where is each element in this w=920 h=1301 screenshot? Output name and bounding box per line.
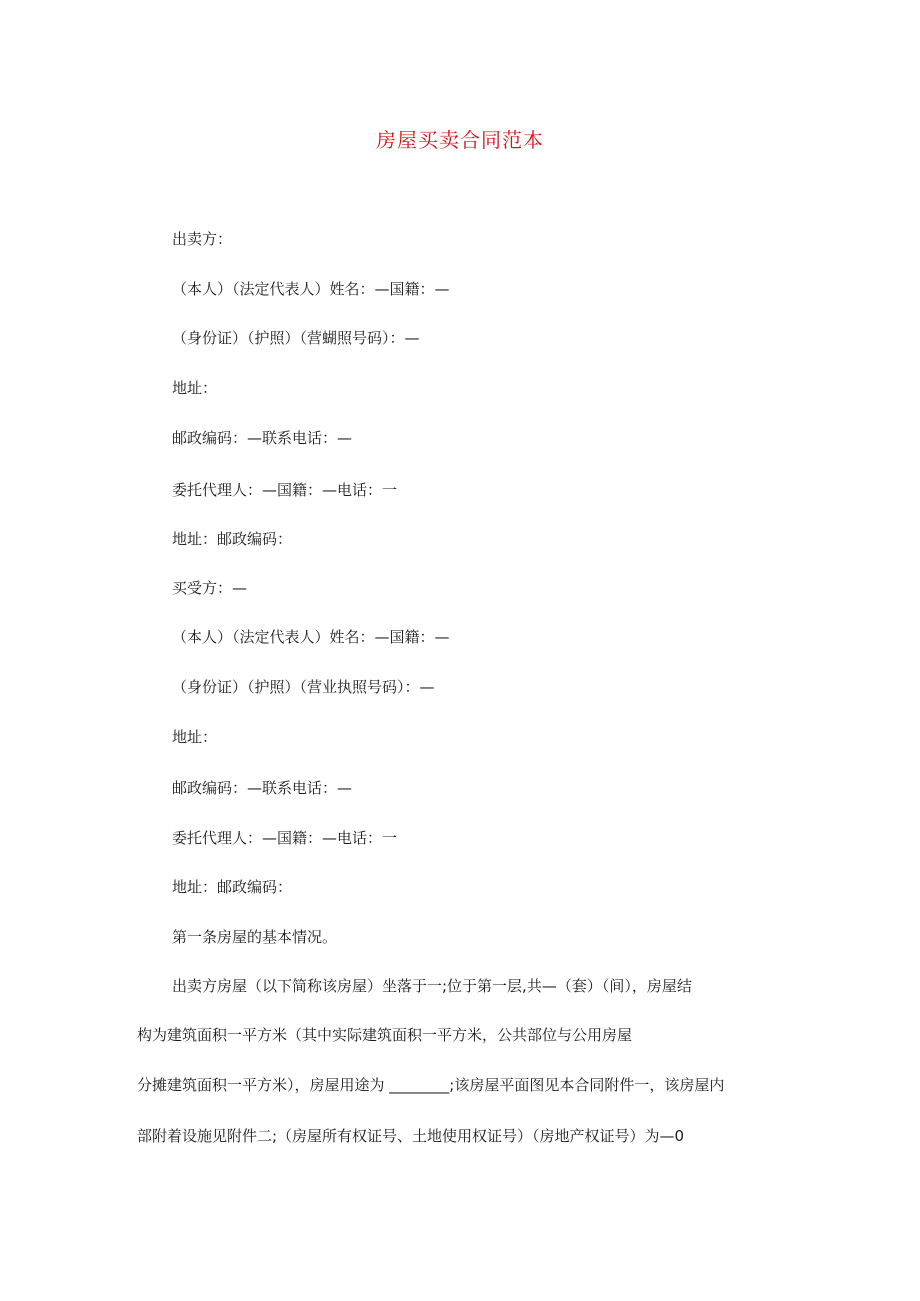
document-title: 房屋买卖合同范本 [376,128,544,152]
buyer-agent-line: 委托代理人：—国籍：—电话：一 [172,829,398,847]
buyer-name-line: （本人）（法定代表人）姓名：—国籍：— [172,628,450,646]
seller-address-line: 地址： [172,379,218,397]
paragraph-line: 出卖方房屋（以下简称该房屋）坐落于一;位于第一层,共—（套）（间），房屋结 [172,977,692,995]
paragraph-line: 构为建筑面积一平方米（其中实际建筑面积一平方米，公共部位与公用房屋 [137,1026,633,1044]
paragraph-line: 分摊建筑面积一平方米），房屋用途为 ________;该房屋平面图见本合同附件一，该房屋内 [137,1076,725,1094]
seller-heading: 出卖方： [172,230,233,248]
buyer-id-line: （身份证）（护照）（营业执照号码）：— [172,678,435,696]
buyer-agent-address-line: 地址：邮政编码： [172,878,293,896]
seller-agent-address-line: 地址：邮政编码： [172,530,293,548]
seller-agent-line: 委托代理人：—国籍：—电话：一 [172,481,398,499]
paragraph-line: 部附着设施见附件二;（房屋所有权证号、土地使用权证号）（房地产权证号）为—0 [137,1127,685,1145]
buyer-address-line: 地址： [172,728,218,746]
buyer-heading: 买受方：— [172,579,248,597]
seller-name-line: （本人）（法定代表人）姓名：—国籍：— [172,280,450,298]
article-one-heading: 第一条房屋的基本情况。 [172,928,338,946]
seller-id-line: （身份证）（护照）（营蝴照号码）：— [172,329,420,347]
buyer-postal-line: 邮政编码：—联系电话：— [172,779,353,797]
seller-postal-line: 邮政编码：—联系电话：— [172,429,353,447]
